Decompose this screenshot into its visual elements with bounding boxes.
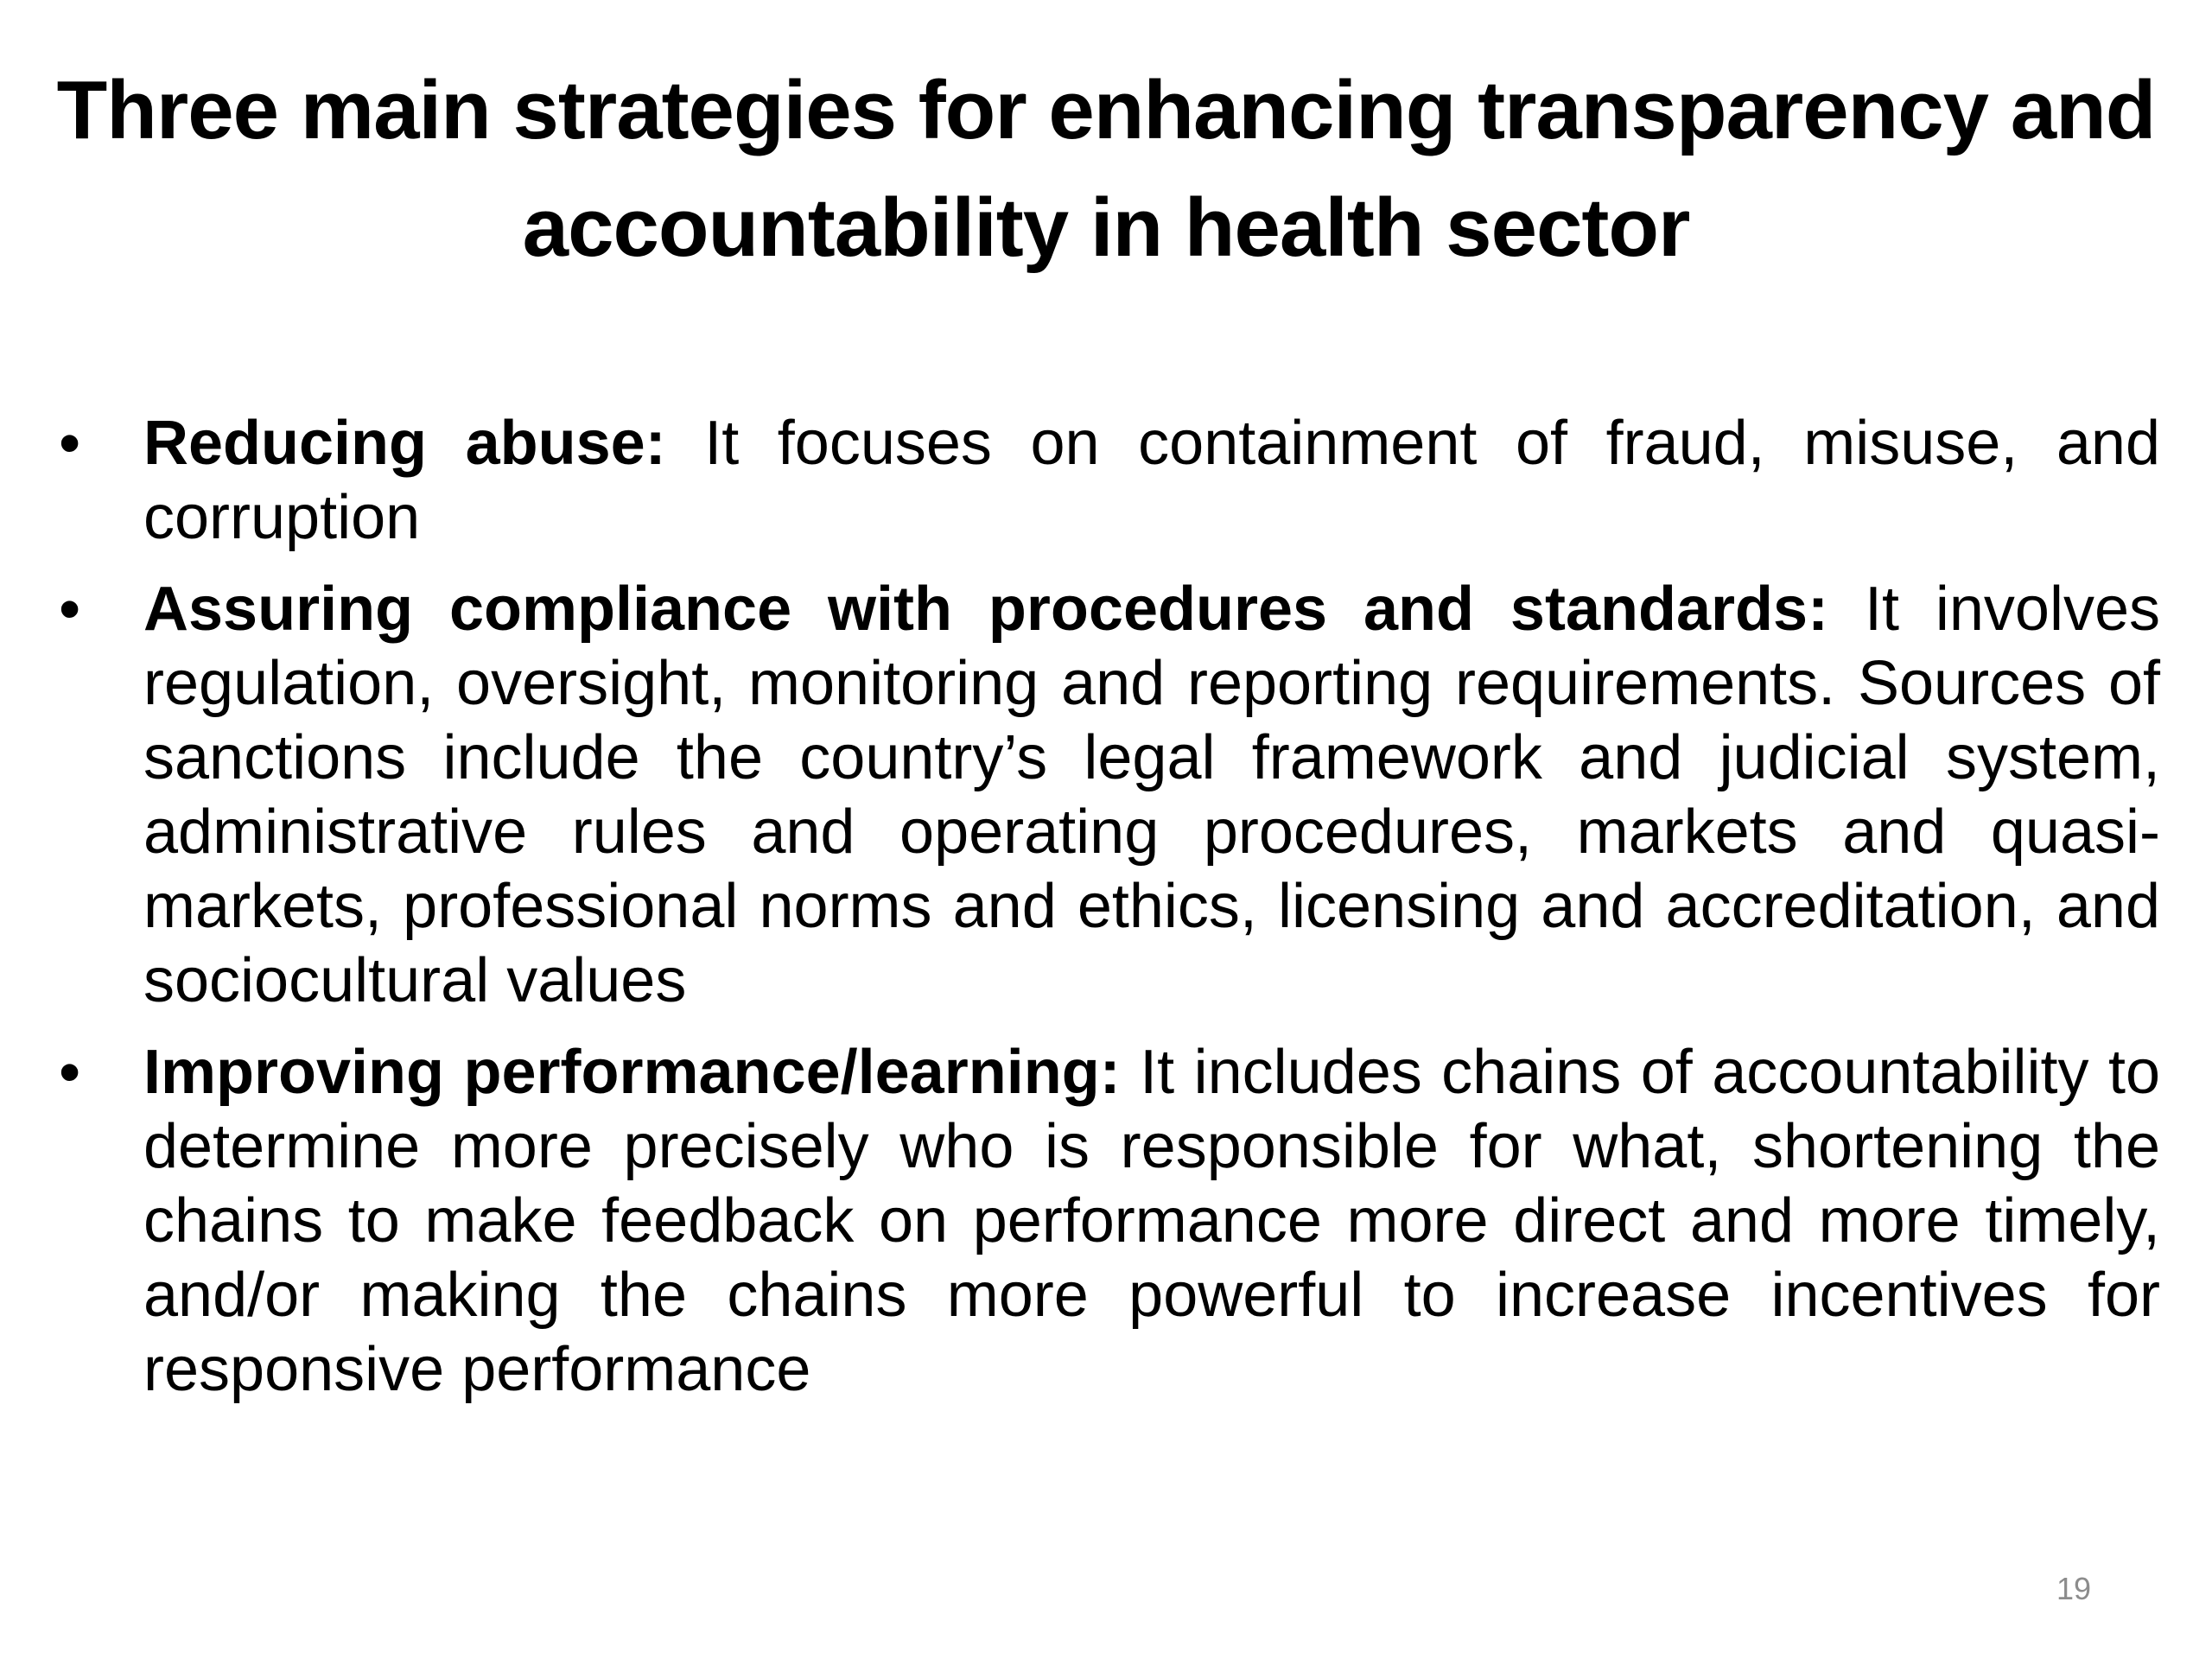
bullet-dot-icon: • (59, 409, 81, 478)
page-number: 19 (2056, 1571, 2092, 1606)
bullet-text: It focuses on containment of fraud, misuse, and corruption (143, 409, 2160, 552)
bullet-text: It includes chains of accountability to determine more precisely who is responsible for what, shortening the chains to make feedback on performance more direct and more timely, and/or making the chains more powerful to increase incentives for responsive performance (143, 1038, 2161, 1404)
bullet-item-assuring-compliance (52, 572, 2160, 1018)
bullet-lead: Reducing abuse: (143, 409, 705, 478)
slide-title: Three main strategies for enhancing transparency and accountability in health sector (56, 64, 2156, 274)
bullet-lead: Improving performance/learning: (143, 1038, 1141, 1107)
bullet-dot-icon: • (59, 575, 81, 644)
bullet-lead: Assuring compliance with procedures and standards: (143, 575, 1865, 644)
bullet-item-improving-performance (52, 1035, 2160, 1407)
bullet-dot-icon: • (59, 1038, 81, 1107)
bullet-item-reducing-abuse (52, 406, 2160, 555)
bullet-text: It involves regulation, oversight, monitoring and reporting requirements. Sources of sanctions include the country’s legal framework and judicial system, administrative rules and operating procedures, markets and quasi-markets, professional norms and ethics, licensing and accreditation, and sociocultural values (143, 575, 2160, 1015)
bullet-list (52, 406, 2160, 1424)
